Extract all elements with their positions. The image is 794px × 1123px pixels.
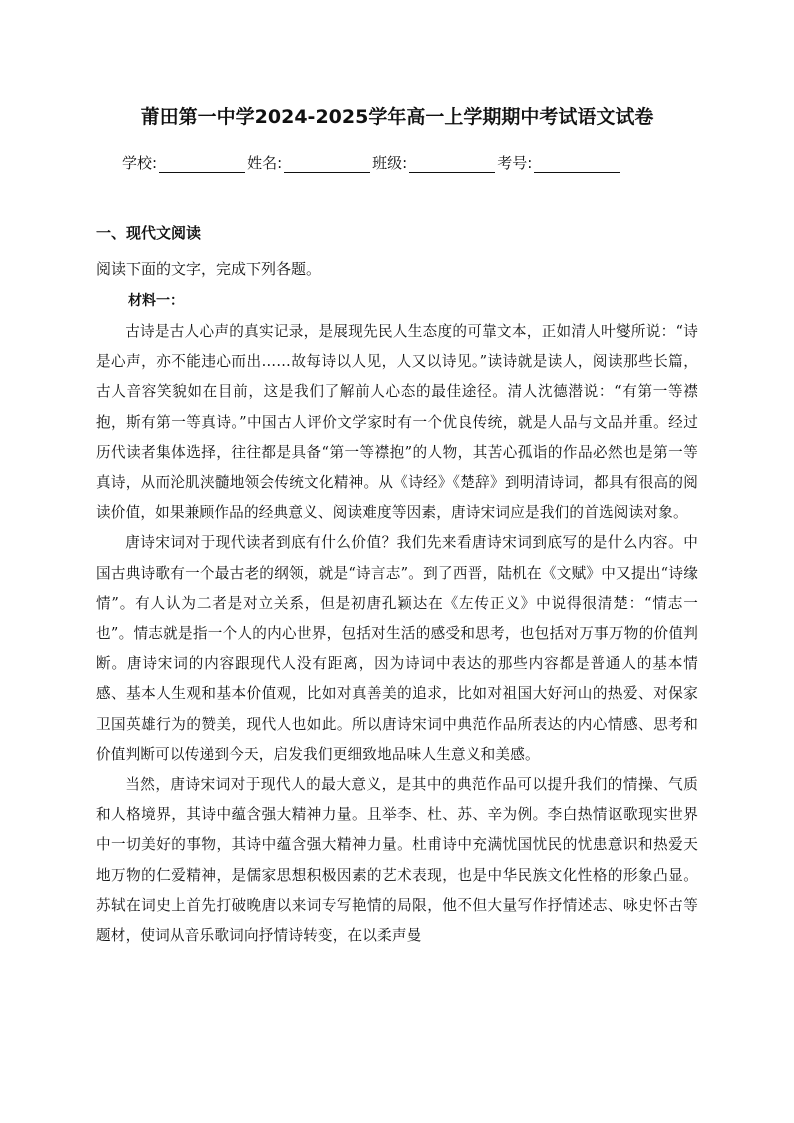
- material-body: [96, 317, 698, 951]
- name-field: [247, 152, 372, 173]
- exam-number-label: 考号:: [497, 154, 533, 172]
- material-label: 材料一：: [128, 293, 184, 309]
- class-blank[interactable]: [409, 156, 495, 173]
- school-label: 学校:: [122, 154, 158, 172]
- school-field: [122, 152, 247, 173]
- reading-instruction: 阅读下面的文字，完成下列各题。: [96, 260, 322, 278]
- name-blank[interactable]: [284, 156, 370, 173]
- class-label: 班级:: [372, 154, 408, 172]
- section-heading: 一、现代文阅读: [96, 224, 202, 242]
- exam-number-field: [497, 152, 622, 173]
- paragraph-2: 唐诗宋词对于现代读者到底有什么价值？我们先来看唐诗宋词到底写的是什么内容。中国古典诗歌有一个最古老的纲领，就是“诗言志”。到了西晋，陆机在《文赋》中又提出“诗缘情”。有人认为二者是对立关系，但是初唐孔颖达在《左传正义》中说得很清楚：“情志一也”。情志就是指一个人的内心世界，包括对生活的感受和思考，也包括对万事万物的价值判断。唐诗宋词的内容跟现代人没有距离，因为诗词中表达的那些内容都是普通人的基本情感、基本人生观和基本价值观，比如对真善美的追求，比如对祖国大好河山的热爱、对保家卫国英雄行为的赞美，现代人也如此。所以唐诗宋词中典范作品所表达的内心情感、思考和价值判断可以传递到今天，启发我们更细致地品味人生意义和美感。: [96, 534, 698, 763]
- exam-number-blank[interactable]: [534, 156, 620, 173]
- student-info-row: [122, 152, 682, 173]
- paragraph-1: 古诗是古人心声的真实记录，是展现先民人生态度的可靠文本，正如清人叶燮所说：“诗是心声，亦不能违心而出……故每诗以人见，人又以诗见。”读诗就是读人，阅读那些长篇，古人音容笑貌如在目前，这是我们了解前人心态的最佳途径。清人沈德潜说：“有第一等襟抱，斯有第一等真诗。”中国古人评价文学家时有一个优良传统，就是人品与文品并重。经过历代读者集体选择，往往都是具备“第一等襟抱”的人物，其苦心孤诣的作品必然也是第一等真诗，从而沦肌浃髓地领会传统文化精神。从《诗经》《楚辞》到明清诗词，都具有很高的阅读价值，如果兼顾作品的经典意义、阅读难度等因素，唐诗宋词应是我们的首选阅读对象。: [96, 323, 698, 522]
- paragraph-3: 当然，唐诗宋词对于现代人的最大意义，是其中的典范作品可以提升我们的情操、气质和人格境界，其诗中蕴含强大精神力量。且举李、杜、苏、辛为例。李白热情讴歌现实世界中一切美好的事物，其诗中蕴含强大精神力量。杜甫诗中充满忧国忧民的忧患意识和热爱天地万物的仁爱精神，是儒家思想积极因素的艺术表现，也是中华民族文化性格的形象凸显。苏轼在词史上首先打破晚唐以来词专写艳情的局限，他不但大量写作抒情述志、咏史怀古等题材，使词从音乐歌词向抒情诗转变，在以柔声曼: [96, 776, 698, 945]
- school-blank[interactable]: [159, 156, 245, 173]
- name-label: 姓名:: [247, 154, 283, 172]
- exam-title: 莆田第一中学2024-2025学年高一上学期期中考试语文试卷: [140, 106, 654, 128]
- class-field: [372, 152, 497, 173]
